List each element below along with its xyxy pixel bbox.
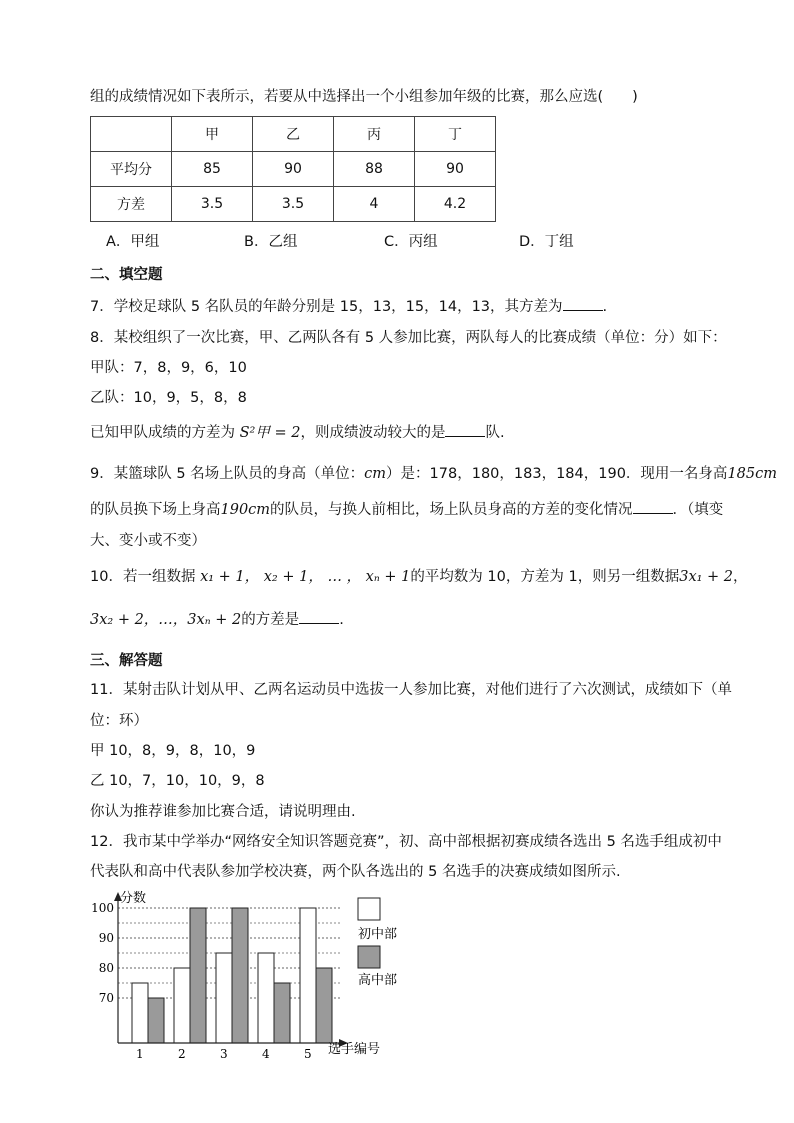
table-cell: 方差 bbox=[91, 187, 172, 222]
option-c: C．丙组 bbox=[384, 234, 438, 250]
option-d: D．丁组 bbox=[519, 234, 574, 250]
y-tick-label: 80 bbox=[98, 961, 114, 975]
section-solve: 三、解答题 bbox=[90, 653, 163, 669]
bar-junior-5 bbox=[300, 908, 316, 1043]
table-cell: 90 bbox=[415, 152, 496, 187]
question8-line2: 甲队：7，8，9，6，10 bbox=[90, 360, 247, 376]
question8-line1: 8．某校组织了一次比赛，甲、乙两队各有 5 人参加比赛，两队每人的比赛成绩（单位：分）如下： bbox=[90, 330, 727, 346]
legend-label-senior: 高中部 bbox=[358, 973, 398, 988]
table-cell: 85 bbox=[172, 152, 253, 187]
option-a: A．甲组 bbox=[106, 234, 160, 250]
table-cell: 88 bbox=[334, 152, 415, 187]
question12-line2: 代表队和高中代表队参加学校决赛，两个队各选出的 5 名选手的决赛成绩如图所示. bbox=[90, 864, 621, 880]
q10-formula1: x₁ + 1， x₂ + 1， … ， xₙ + 1 bbox=[200, 569, 411, 585]
q10-text-b: 的平均数为 10，方差为 1，则另一组数据 bbox=[410, 569, 680, 585]
question11-line5: 你认为推荐谁参加比赛合适，请说明理由. bbox=[90, 804, 356, 820]
bar-senior-5 bbox=[316, 968, 332, 1043]
y-axis-label: 分数 bbox=[120, 891, 147, 906]
q8-text-c: 队. bbox=[485, 425, 505, 441]
q8-text-b: ，则成绩波动较大的是 bbox=[300, 425, 446, 441]
answer-blank bbox=[563, 297, 603, 311]
bar-senior-2 bbox=[190, 908, 206, 1043]
q9-unit: cm bbox=[364, 466, 387, 482]
q7-text: 7．学校足球队 5 名队员的年龄分别是 15，13，15，14，13，其方差为 bbox=[90, 299, 563, 315]
bar-junior-4 bbox=[258, 953, 274, 1043]
x-tick-label: 2 bbox=[178, 1047, 186, 1061]
q7-end: . bbox=[602, 299, 608, 315]
table-cell: 丙 bbox=[334, 117, 415, 152]
q10-formula3: 3x₂ + 2，…，3xₙ + 2 bbox=[90, 612, 242, 628]
q9-height2: 190cm bbox=[220, 502, 271, 518]
table-row bbox=[91, 152, 496, 187]
question8-line3: 乙队：10，9，5，8，8 bbox=[90, 390, 247, 406]
question6-intro: 组的成绩情况如下表所示，若要从中选择出一个小组参加年级的比赛，那么应选( ) bbox=[90, 89, 638, 105]
y-tick-label: 90 bbox=[98, 931, 114, 945]
legend-swatch-senior bbox=[358, 946, 380, 968]
bar-senior-3 bbox=[232, 908, 248, 1043]
bar-senior-4 bbox=[274, 983, 290, 1043]
q8-text-a: 已知甲队成绩的方差为 bbox=[90, 425, 240, 441]
bar-junior-1 bbox=[132, 983, 148, 1043]
question12-line1: 12．我市某中学举办“网络安全知识答题竞赛”，初、高中部根据初赛成绩各选出 5 名选手组成初中 bbox=[90, 834, 722, 850]
answer-blank bbox=[445, 423, 485, 437]
section-fill-blank: 二、填空题 bbox=[90, 267, 163, 283]
legend-swatch-junior bbox=[358, 898, 380, 920]
q9-text-c: 的队员换下场上身高 bbox=[90, 502, 221, 518]
option-b: B．乙组 bbox=[244, 234, 298, 250]
q9-text-d: 的队员，与换人前相比，场上队员身高的方差的变化情况 bbox=[270, 502, 633, 518]
x-tick-label: 5 bbox=[304, 1047, 312, 1061]
x-tick-label: 1 bbox=[136, 1047, 144, 1061]
question7 bbox=[90, 297, 607, 316]
q10-formula2: 3x₁ + 2 bbox=[679, 569, 734, 585]
table-cell: 4 bbox=[334, 187, 415, 222]
y-tick-label: 100 bbox=[91, 901, 114, 915]
x-tick-label: 3 bbox=[220, 1047, 228, 1061]
q9-text-a: 9．某篮球队 5 名场上队员的身高（单位： bbox=[90, 466, 365, 482]
score-table bbox=[90, 116, 496, 222]
question11-line3: 甲 10，8，9，8，10，9 bbox=[90, 743, 256, 759]
x-tick-label: 4 bbox=[262, 1047, 270, 1061]
y-tick-label: 70 bbox=[98, 991, 114, 1005]
q10-text-c: ， bbox=[733, 569, 748, 585]
table-row bbox=[91, 187, 496, 222]
question9-line2 bbox=[90, 500, 723, 519]
question10-line1 bbox=[90, 568, 748, 586]
bar-senior-1 bbox=[148, 998, 164, 1043]
question11-line4: 乙 10，7，10，10，9，8 bbox=[90, 773, 265, 789]
q10-text-d: 的方差是 bbox=[241, 612, 300, 628]
table-cell: 4.2 bbox=[415, 187, 496, 222]
q9-height: 185cm bbox=[727, 466, 777, 482]
q9-text-b: ）是：178，180，183，184，190．现用一名身高 bbox=[386, 466, 728, 482]
answer-blank bbox=[633, 500, 673, 514]
q8-formula: S²甲 = 2 bbox=[239, 425, 301, 441]
table-cell: 3.5 bbox=[172, 187, 253, 222]
q10-text-e: . bbox=[339, 612, 344, 628]
score-bar-chart bbox=[90, 888, 420, 1063]
table-cell: 90 bbox=[253, 152, 334, 187]
table-cell bbox=[91, 117, 172, 152]
q9-text-e: ．（填变 bbox=[672, 502, 724, 518]
x-axis-label: 选手编号 bbox=[328, 1042, 381, 1057]
bar-junior-2 bbox=[174, 968, 190, 1043]
table-cell: 3.5 bbox=[253, 187, 334, 222]
table-cell: 平均分 bbox=[91, 152, 172, 187]
question9-line1 bbox=[90, 465, 777, 483]
table-cell: 乙 bbox=[253, 117, 334, 152]
question9-line3: 大、变小或不变） bbox=[90, 533, 206, 549]
question11-line1: 11．某射击队计划从甲、乙两名运动员中选拔一人参加比赛，对他们进行了六次测试，成绩如下（单 bbox=[90, 682, 732, 698]
q10-text-a: 10．若一组数据 bbox=[90, 569, 201, 585]
question11-line2: 位：环） bbox=[90, 713, 148, 729]
question10-line2 bbox=[90, 610, 344, 629]
table-cell: 丁 bbox=[415, 117, 496, 152]
legend-label-junior: 初中部 bbox=[358, 927, 398, 942]
answer-blank bbox=[299, 610, 339, 624]
table-cell: 甲 bbox=[172, 117, 253, 152]
question8-line4 bbox=[90, 423, 505, 442]
table-row bbox=[91, 117, 496, 152]
bar-junior-3 bbox=[216, 953, 232, 1043]
